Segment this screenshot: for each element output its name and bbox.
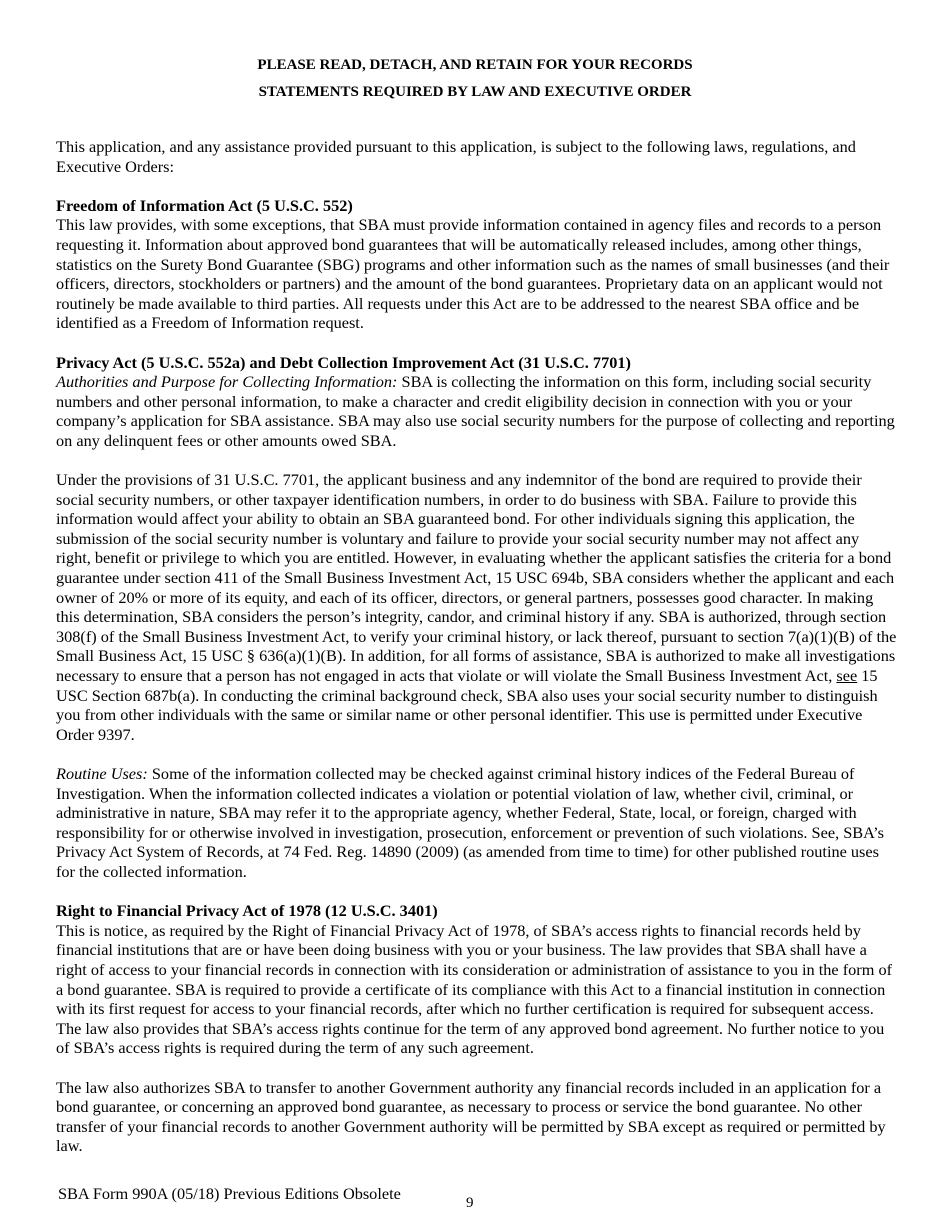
page-number: 9 [466,1195,474,1211]
provisions-text-2: 15 USC Section 687b(a). In conducting the criminal background check, SBA also uses your social security number to distinguish you from other individuals with the same or similar name or other personal identifier. This use is permitted under Executive Order 9397. [56,666,878,744]
privacy-provisions-paragraph [56,470,898,744]
provisions-see: see [836,666,858,686]
rfpa-heading: Right to Financial Privacy Act of 1978 (12 U.S.C. 3401) [56,901,438,921]
header-line-2: STATEMENTS REQUIRED BY LAW AND EXECUTIVE ORDER [258,84,692,100]
privacy-authorities-paragraph [56,372,898,450]
header-line-1: PLEASE READ, DETACH, AND RETAIN FOR YOUR RECORDS [257,57,693,73]
routine-uses-body: Some of the information collected may be checked against criminal history indices of the Federal Bureau of Investigation. When the information collected indicates a violation or potential violation of law, whether civil, criminal, or administrative in nature, SBA may refer it to the appropriate agency, whether Federal, State, local, or foreign, charged with responsibility for or otherwise involved in investigation, prosecution, enforcement or prevention of such violations. See, SBA’s Privacy Act System of Records, at 74 Fed. Reg. 14890 (2009) (as amended from time to time) for other published routine uses for the collected information. [56,764,884,881]
intro-paragraph: This application, and any assistance provided pursuant to this application, is subject to the following laws, regulations, and Executive Orders: [56,137,856,176]
form-identifier: SBA Form 990A (05/18) Previous Editions Obsolete [58,1184,401,1203]
document-body [56,137,898,1156]
authorities-label: Authorities and Purpose for Collecting Information: [56,372,398,392]
foia-paragraph: This law provides, with some exceptions, that SBA must provide information contained in agency files and records to a person requesting it. Information about approved bond guarantees that will be automatically released includes, among other things, statistics on the Surety Bond Guarantee (SBG) programs and other information such as the names of small businesses (and their officers, directors, stockholders or partners) and the amount of the bond guarantees. Proprietary data on an applicant would not routinely be made available to third parties. All requests under this Act are to be addressed to the nearest SBA office and be identified as a Freedom of Information request. [56,215,890,333]
foia-heading: Freedom of Information Act (5 U.S.C. 552) [56,195,353,215]
rfpa-paragraph-1: This is notice, as required by the Right of Financial Privacy Act of 1978, of SBA’s access rights to financial records held by financial institutions that are or have been doing business with you or your business. The law provides that SBA shall have a right of access to your financial records in connection with its consideration or administration of assistance to you in the form of a bond guarantee. SBA is required to provide a certificate of its compliance with this Act to a financial institution in connection with its first request for access to your financial records, after which no further certification is required for subsequent access. The law also provides that SBA’s access rights continue for the term of any approved bond agreement. No further notice to you of SBA’s access rights is required during the term of any such agreement. [56,920,893,1058]
provisions-text-1: Under the provisions of 31 U.S.C. 7701, the applicant business and any indemnitor of the bond are required to provide their social security numbers, or other taxpayer identification numbers, in order to do business with SBA. Failure to provide this information would affect your ability to obtain an SBA guaranteed bond. For other individuals signing this application, the submission of the social security number is voluntary and failure to provide your social security number may not affect any right, benefit or privilege to which you are entitled. However, in evaluating whether the applicant satisfies the criteria for a bond guarantee under section 411 of the Small Business Investment Act, 15 USC 694b, SBA considers whether the applicant and each owner of 20% or more of its equity, and each of its officer, directors, or general partners, possesses good character. In making this determination, SBA considers the person’s integrity, candor, and criminal history if any. SBA is authorized, through section 308(f) of the Small Business Investment Act, to verify your criminal history, or lack thereof, pursuant to section 7(a)(1)(B) of the Small Business Act, 15 USC § 636(a)(1)(B). In addition, for all forms of assistance, SBA is authorized to make all investigations necessary to ensure that a person has not engaged in acts that violate or will violate the Small Business Investment Act, [56,470,897,686]
authorities-body: SBA is collecting the information on this form, including social security numbers and other personal information, to make a character and credit eligibility decision in connection with you or your company’s application for SBA assistance. SBA may also use social security numbers for the purpose of collecting and reporting on any delinquent fees or other amounts owed SBA. [56,372,895,450]
rfpa-paragraph-2: The law also authorizes SBA to transfer to another Government authority any financial records included in an application for a bond guarantee, or concerning an approved bond guarantee, as necessary to process or service the bond guarantee. No other transfer of your financial records to another Government authority will be permitted by SBA except as required or permitted by law. [56,1077,886,1156]
privacy-heading: Privacy Act (5 U.S.C. 552a) and Debt Collection Improvement Act (31 U.S.C. 7701) [56,352,631,372]
routine-uses-label: Routine Uses: [56,764,148,783]
routine-uses-paragraph [56,764,898,882]
